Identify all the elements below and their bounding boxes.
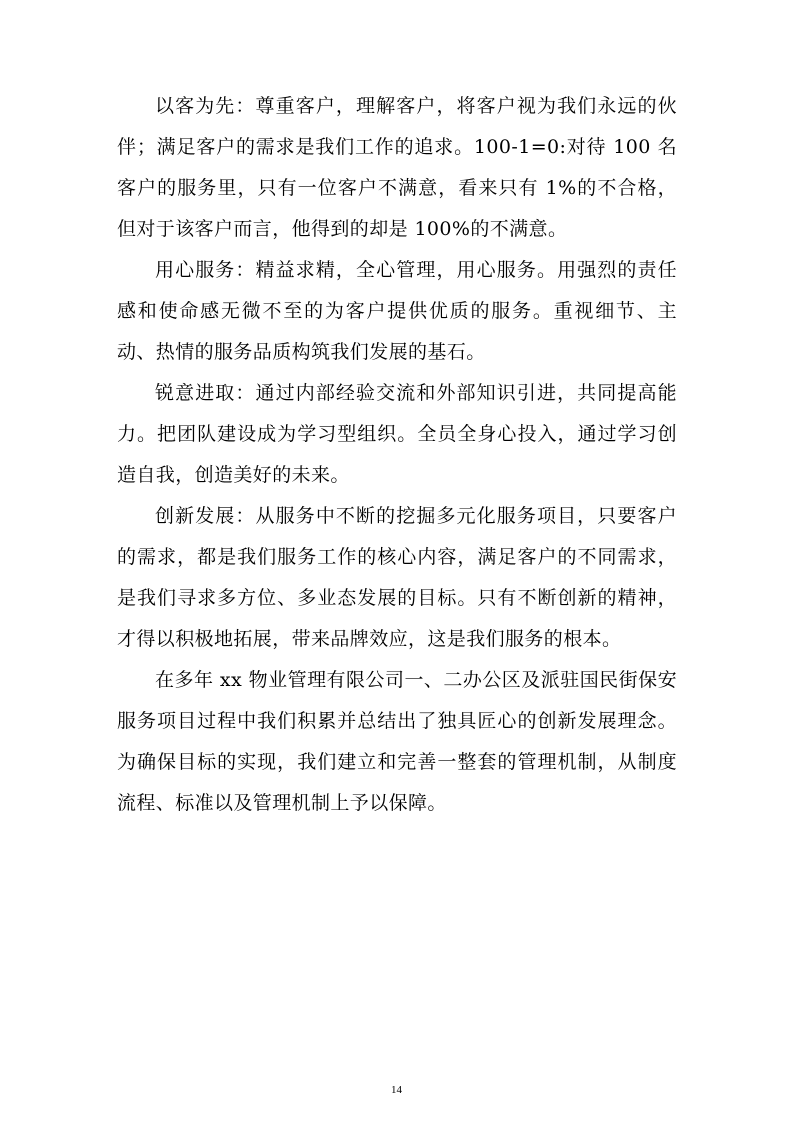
paragraph-forge-ahead: 锐意进取：通过内部经验交流和外部知识引进，共同提高能力。把团队建设成为学习型组织。全员全身心投入，通过学习创造自我，创造美好的未来。 bbox=[117, 382, 677, 486]
paragraph-management-mechanism: 在多年 xx 物业管理有限公司一、二办公区及派驻国民街保安服务项目过程中我们积累并总结出了独具匠心的创新发展理念。为确保目标的实现，我们建立和完善一整套的管理机制，从制度流程、标准以及管理机制上予以保障。 bbox=[117, 669, 677, 814]
paragraph-innovation-development: 创新发展：从服务中不断的挖掘多元化服务项目，只要客户的需求，都是我们服务工作的核心内容，满足客户的不同需求，是我们寻求多方位、多业态发展的目标。只有不断创新的精神，才得以积极地拓展，带来品牌效应，这是我们服务的根本。 bbox=[117, 505, 677, 650]
document-body bbox=[117, 86, 677, 824]
paragraph-attentive-service: 用心服务：精益求精，全心管理，用心服务。用强烈的责任感和使命感无微不至的为客户提供优质的服务。重视细节、主动、热情的服务品质构筑我们发展的基石。 bbox=[117, 259, 677, 363]
paragraph-customer-first: 以客为先：尊重客户，理解客户，将客户视为我们永远的伙伴；满足客户的需求是我们工作的追求。100-1=0:对待 100 名客户的服务里，只有一位客户不满意，看来只有 1%的不合格，但对于该客户而言，他得到的却是 100%的不满意。 bbox=[117, 95, 677, 240]
page-number: 14 bbox=[391, 1084, 402, 1096]
